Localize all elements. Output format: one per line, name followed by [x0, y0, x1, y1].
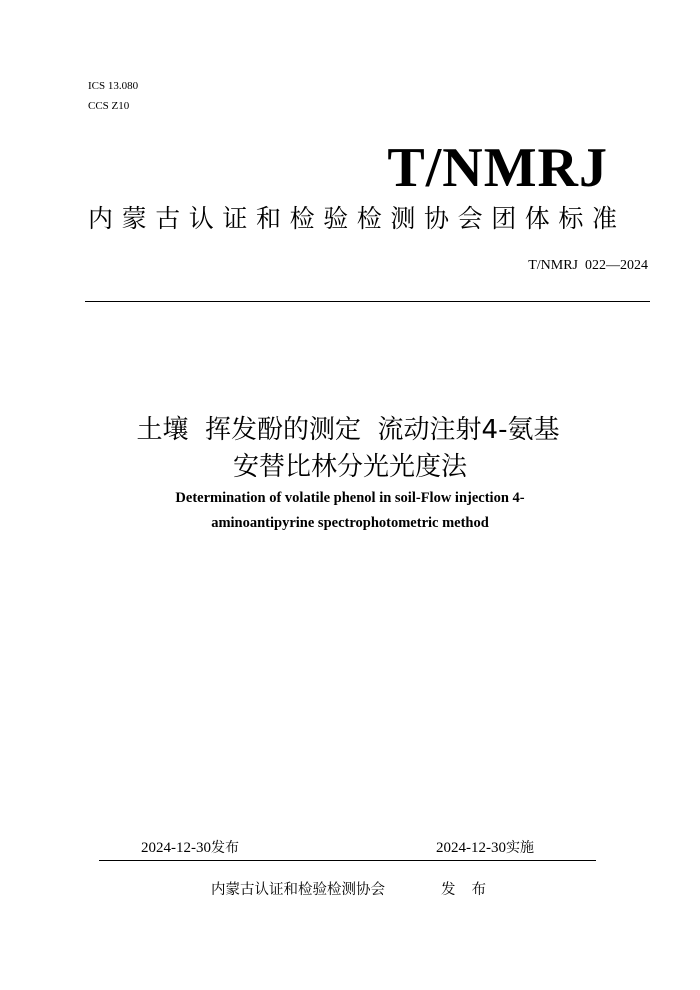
issue-label: 发布 — [211, 840, 239, 856]
standard-logo: T/NMRJ — [387, 137, 608, 199]
ccs-code: CCS Z10 — [88, 100, 130, 112]
implementation-date-block — [436, 838, 534, 858]
header-divider — [85, 301, 650, 302]
title-chinese-line-1: 土壤 挥发酚的测定 流动注射4-氨基 — [136, 415, 560, 445]
publisher-name: 内蒙古认证和检验检测协会 — [211, 882, 385, 898]
title-chinese-line-2: 安替比林分光光度法 — [232, 452, 467, 482]
organization-title: 内蒙古认证和检验检测协会团体标准 — [88, 204, 626, 233]
implementation-label: 实施 — [506, 840, 534, 856]
standard-number: T/NMRJ 022—2024 — [528, 258, 648, 273]
issue-date-block — [141, 838, 239, 858]
publish-label: 发布 — [441, 882, 502, 898]
title-english-line-1: Determination of volatile phenol in soil-Flow injection 4- — [175, 490, 525, 506]
footer-divider — [99, 860, 596, 861]
issue-date: 2024-12-30 — [141, 840, 211, 856]
title-english-line-2: aminoantipyrine spectrophotometric method — [211, 515, 489, 531]
implementation-date: 2024-12-30 — [436, 840, 506, 856]
ics-code: ICS 13.080 — [88, 80, 139, 92]
